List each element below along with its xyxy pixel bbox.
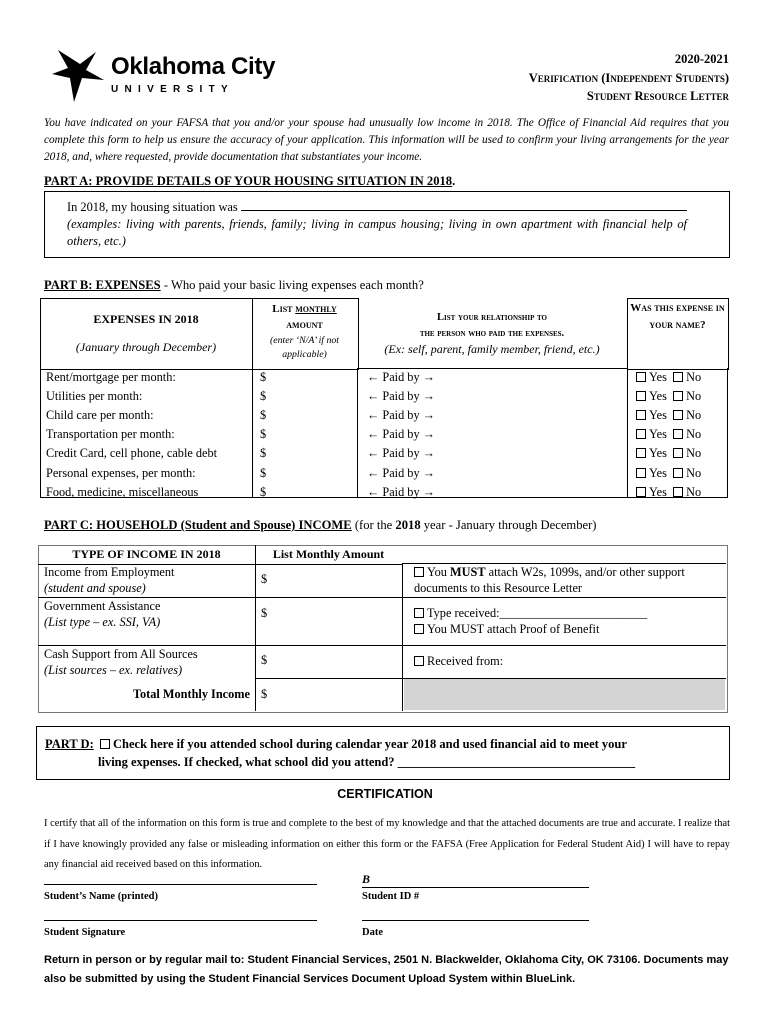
part-d-line2: living expenses. If checked, what school did you attend? ______________________________________ — [98, 755, 636, 769]
no-checkbox[interactable] — [673, 391, 683, 401]
yes-checkbox[interactable] — [636, 410, 646, 420]
in-name-choice: Yes No — [636, 389, 701, 404]
expense-row — [40, 406, 728, 425]
logo-name: Oklahoma City — [111, 53, 276, 80]
income-government: Government Assistance (List type – ex. SSI, VA) — [44, 599, 161, 629]
expense-amount[interactable]: $ — [260, 485, 267, 499]
expense-amount[interactable]: $ — [260, 427, 267, 441]
yes-checkbox[interactable] — [636, 429, 646, 439]
part-b-heading: PART B: EXPENSES - Who paid your basic living expenses each month? — [44, 278, 424, 292]
yes-checkbox[interactable] — [636, 468, 646, 478]
expense-row — [40, 464, 728, 483]
col-expenses-sub: (January through December) — [75, 340, 217, 354]
expense-amount[interactable]: $ — [260, 389, 267, 403]
expense-row — [40, 483, 728, 502]
student-name-line[interactable] — [44, 884, 317, 885]
yes-checkbox[interactable] — [636, 448, 646, 458]
student-name-label: Student’s Name (printed) — [44, 891, 158, 902]
in-name-choice: Yes No — [636, 427, 701, 442]
cash-support-amount[interactable]: $ — [261, 653, 268, 667]
total-amount[interactable]: $ — [261, 687, 268, 701]
col-amount-sub: (enter ‘N/A’ if not applicable) — [269, 335, 340, 360]
income-cash-support: Cash Support from All Sources (List sources – ex. relatives) — [44, 647, 198, 677]
yes-checkbox[interactable] — [636, 487, 646, 497]
col-in-name-title: Was this expense in your name? — [630, 302, 725, 331]
in-name-choice: Yes No — [636, 466, 701, 481]
income-employment: Income from Employment (student and spouse) — [44, 565, 175, 595]
expense-amount[interactable]: $ — [260, 466, 267, 480]
col-monthly-amount: List Monthly Amount — [272, 547, 385, 561]
col-expenses-title: EXPENSES IN 2018 — [93, 312, 199, 326]
expense-label: Utilities per month: — [46, 389, 143, 403]
paid-by[interactable]: ← Paid by → — [367, 427, 435, 441]
in-name-choice: Yes No — [636, 446, 701, 461]
no-checkbox[interactable] — [673, 448, 683, 458]
return-instructions: Return in person or by regular mail to: Student Financial Services, 2501 N. Blackwelder, Oklahoma City, OK 73106. Documents may also be submitted by using the Student Financial Services Document Upload System within BlueLink. — [44, 954, 729, 985]
part-a-box — [44, 191, 730, 258]
col-relationship-sub: (Ex: self, parent, family member, friend, etc.) — [384, 342, 600, 356]
paid-by[interactable]: ← Paid by → — [367, 389, 435, 403]
student-id-line[interactable]: B — [362, 872, 589, 888]
expense-label: Rent/mortgage per month: — [46, 370, 176, 384]
received-from: Received from: — [414, 654, 503, 669]
employment-checkbox[interactable] — [414, 567, 424, 577]
student-signature-line[interactable] — [44, 920, 317, 921]
proof-benefit-checkbox[interactable] — [414, 624, 424, 634]
in-name-choice: Yes No — [636, 370, 701, 385]
logo-subtitle: UNIVERSITY — [111, 84, 235, 95]
expenses-table — [40, 298, 728, 498]
part-d-line1: PART D: Check here if you attended school during calendar year 2018 and used financial aid to meet your — [45, 737, 627, 751]
no-checkbox[interactable] — [673, 468, 683, 478]
col-relationship-title: List your relationship to the person who paid the expenses. — [419, 312, 565, 339]
col-amount-title: List monthly amount — [272, 303, 337, 331]
housing-input[interactable] — [241, 199, 687, 211]
expense-row — [40, 368, 728, 387]
received-from-checkbox[interactable] — [414, 656, 424, 666]
no-checkbox[interactable] — [673, 410, 683, 420]
certification-text: I certify that all of the information on this form is true and complete to the best of my knowledge and that the attached documents are true and accurate. I realize that if I have knowingly provided any false or misleading information on either this form or the FAFSA (Free Application for Federal Student Aid) I will have to repay any financial aid received based on this information. — [44, 818, 730, 870]
part-c-heading: PART C: HOUSEHOLD (Student and Spouse) INCOME (for the 2018 year - January through December) — [44, 518, 597, 532]
expense-row — [40, 425, 728, 444]
paid-by[interactable]: ← Paid by → — [367, 370, 435, 384]
star-mark-icon — [52, 50, 104, 102]
government-amount[interactable]: $ — [261, 606, 268, 620]
expense-label: Credit Card, cell phone, cable debt — [46, 446, 218, 460]
student-signature-label: Student Signature — [44, 927, 126, 938]
paid-by[interactable]: ← Paid by → — [367, 446, 435, 460]
paid-by[interactable]: ← Paid by → — [367, 466, 435, 480]
col-income-type: TYPE OF INCOME IN 2018 — [72, 547, 221, 561]
expense-label: Personal expenses, per month: — [46, 466, 196, 480]
certification-title: CERTIFICATION — [337, 787, 433, 801]
date-line[interactable] — [362, 920, 589, 921]
paid-by[interactable]: ← Paid by → — [367, 485, 435, 499]
no-checkbox[interactable] — [673, 487, 683, 497]
housing-line: In 2018, my housing situation was — [67, 199, 707, 215]
expense-amount[interactable]: $ — [260, 408, 267, 422]
proof-of-benefit: You MUST attach Proof of Benefit — [414, 622, 599, 637]
expense-amount[interactable]: $ — [260, 446, 267, 460]
expense-label: Food, medicine, miscellaneous — [46, 485, 199, 499]
student-id-label: Student ID # — [362, 891, 420, 902]
no-checkbox[interactable] — [673, 429, 683, 439]
total-monthly-income-label: Total Monthly Income — [132, 687, 250, 701]
employment-amount[interactable]: $ — [261, 572, 268, 586]
expense-row — [40, 387, 728, 406]
income-table — [38, 545, 728, 713]
part-a-heading: PART A: PROVIDE DETAILS OF YOUR HOUSING SITUATION IN 2018. — [44, 174, 456, 188]
in-name-choice: Yes No — [636, 408, 701, 423]
type-received: Type received:________________________ — [414, 606, 647, 621]
expense-row — [40, 444, 728, 463]
employment-note: You MUST attach W2s, 1099s, and/or other support documents to this Resource Letter — [414, 565, 685, 595]
expense-amount[interactable]: $ — [260, 370, 267, 384]
total-grey-cell — [404, 679, 725, 710]
expense-label: Transportation per month: — [46, 427, 175, 441]
expense-label: Child care per month: — [46, 408, 154, 422]
date-label: Date — [362, 927, 383, 938]
no-checkbox[interactable] — [673, 372, 683, 382]
form-title: Verification (Independent Students) — [528, 71, 729, 85]
intro-paragraph: You have indicated on your FAFSA that you and/or your spouse had unusually low income in 2018. The Office of Financial Aid requires that you complete this form to help us ensure the accuracy of your application. This information will be used to confirm your living arrangements for the year 2018, and, where requested, provide documentation that substantiates your income. — [44, 117, 729, 163]
housing-examples: (examples: living with parents, friends, family; living in campus housing; living in own apartment with financial help of others, etc.) — [67, 217, 687, 248]
part-d-checkbox[interactable] — [100, 739, 110, 749]
part-d-box — [36, 726, 730, 780]
form-year: 2020-2021 — [674, 52, 729, 66]
yes-checkbox[interactable] — [636, 372, 646, 382]
yes-checkbox[interactable] — [636, 391, 646, 401]
form-subtitle: Student Resource Letter — [586, 89, 729, 103]
in-name-choice: Yes No — [636, 485, 701, 500]
paid-by[interactable]: ← Paid by → — [367, 408, 435, 422]
type-received-checkbox[interactable] — [414, 608, 424, 618]
